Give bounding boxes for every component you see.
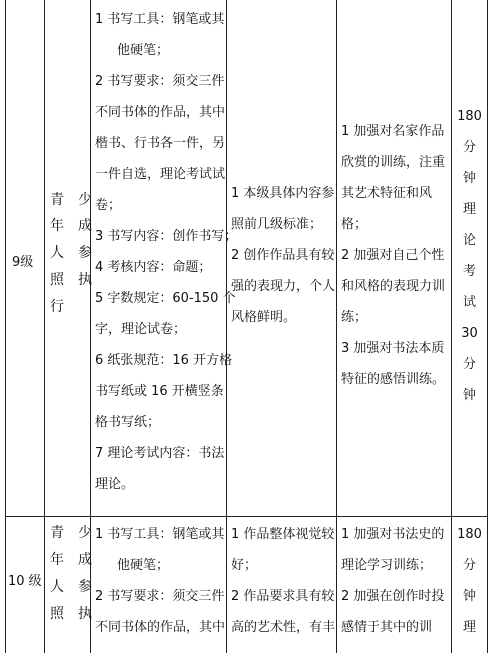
requirement-line: 理论。 bbox=[95, 477, 135, 492]
requirement-line: 1 书写工具：钢笔或其 bbox=[95, 527, 225, 542]
group-line: 人 参 bbox=[50, 245, 92, 261]
training-line: 理论学习训练； bbox=[341, 558, 433, 573]
duration-line: 考 bbox=[462, 264, 476, 279]
training-line: 1 加强对名家作品 bbox=[341, 124, 445, 139]
standard-line: 风格鲜明。 bbox=[231, 310, 297, 325]
standard-line: 照前几级标准； bbox=[231, 217, 323, 232]
requirement-line: 7 理论考试内容：书法 bbox=[95, 446, 225, 461]
training-line: 格； bbox=[341, 217, 368, 232]
level-cell: 9级 bbox=[12, 255, 34, 270]
requirement-line: 他硬笔； bbox=[117, 558, 170, 573]
duration-line: 钟 bbox=[462, 589, 476, 604]
column-rule bbox=[487, 0, 488, 653]
requirement-line: 字，理论试卷； bbox=[95, 322, 187, 337]
requirement-line: 楷书、行书各一件，另 bbox=[95, 136, 226, 151]
training-line: 其艺术特征和风 bbox=[341, 186, 433, 201]
training-line: 2 加强对自己个性 bbox=[341, 248, 445, 263]
group-line: 照 执 bbox=[50, 272, 92, 288]
requirement-line: 6 纸张规范：16 开方格 bbox=[95, 353, 233, 368]
training-line: 2 加强在创作时投 bbox=[341, 589, 445, 604]
training-line: 1 加强对书法史的 bbox=[341, 527, 445, 542]
column-rule bbox=[226, 0, 227, 653]
duration-line: 180 bbox=[457, 527, 482, 542]
training-line: 练； bbox=[341, 310, 368, 325]
training-line: 3 加强对书法本质 bbox=[341, 341, 445, 356]
requirement-line: 1 书写工具：钢笔或其 bbox=[95, 12, 225, 27]
training-line: 和风格的表现力训 bbox=[341, 279, 446, 294]
training-line: 欣赏的训练，注重 bbox=[341, 155, 446, 170]
standard-line: 1 作品整体视觉较 bbox=[231, 527, 335, 542]
level-cell: 10 级 bbox=[8, 574, 42, 589]
group-line: 青 少 bbox=[50, 192, 92, 208]
duration-line: 分 bbox=[462, 357, 476, 372]
duration-line: 理 bbox=[462, 620, 476, 635]
duration-line: 30 bbox=[461, 326, 478, 341]
requirement-line: 2 书写要求：须交三件 bbox=[95, 74, 225, 89]
duration-line: 钟 bbox=[462, 388, 476, 403]
duration-line: 钟 bbox=[462, 171, 476, 186]
requirement-line: 不同书体的作品，其中 bbox=[95, 620, 226, 635]
column-rule bbox=[44, 0, 45, 653]
requirement-line: 不同书体的作品，其中 bbox=[95, 105, 226, 120]
requirement-line: 一件自选，理论考试试 bbox=[95, 167, 226, 182]
training-line: 特征的感悟训练。 bbox=[341, 372, 446, 387]
standard-line: 强的表现力，个人 bbox=[231, 279, 336, 294]
duration-line: 论 bbox=[462, 233, 476, 248]
standard-line: 1 本级具体内容参 bbox=[231, 186, 335, 201]
group-line: 青 少 bbox=[50, 525, 92, 541]
column-rule bbox=[336, 0, 337, 653]
group-line: 行 bbox=[50, 299, 64, 315]
duration-line: 分 bbox=[462, 558, 476, 573]
requirement-line: 2 书写要求：须交三件 bbox=[95, 589, 225, 604]
group-line: 年 成 bbox=[50, 218, 92, 234]
standard-line: 2 作品要求具有较 bbox=[231, 589, 335, 604]
group-line: 年 成 bbox=[50, 552, 92, 568]
group-line: 人 参 bbox=[50, 579, 92, 595]
requirement-line: 卷； bbox=[95, 198, 122, 213]
requirement-line: 书写纸或 16 开横竖条 bbox=[95, 384, 224, 399]
requirement-line: 格书写纸； bbox=[95, 415, 161, 430]
requirement-line: 他硬笔； bbox=[117, 43, 170, 58]
duration-line: 180 bbox=[457, 109, 482, 124]
duration-line: 理 bbox=[462, 202, 476, 217]
standard-line: 好； bbox=[231, 558, 258, 573]
duration-line: 分 bbox=[462, 140, 476, 155]
training-line: 感情于其中的训 bbox=[341, 620, 433, 635]
standard-line: 高的艺术性，有丰 bbox=[231, 620, 336, 635]
row-separator bbox=[5, 516, 488, 517]
group-line: 照 执 bbox=[50, 606, 92, 622]
standard-line: 2 创作作品具有较 bbox=[231, 248, 335, 263]
duration-line: 试 bbox=[462, 295, 476, 310]
column-rule bbox=[5, 0, 6, 653]
requirement-line: 4 考核内容：命题； bbox=[95, 260, 212, 275]
requirement-line: 3 书写内容：创作书写； bbox=[95, 229, 238, 244]
requirement-line: 5 字数规定：60-150 个 bbox=[95, 291, 236, 306]
